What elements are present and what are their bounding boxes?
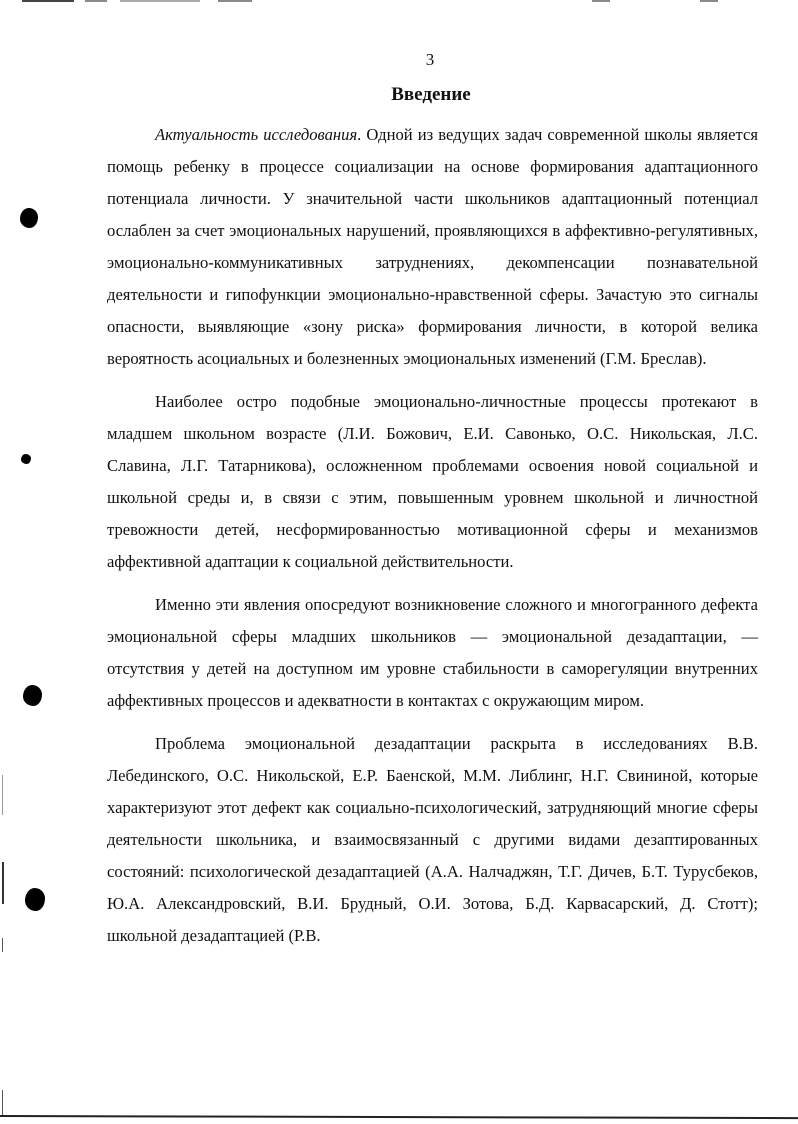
punch-hole-mark [25, 888, 45, 911]
scan-artifact-bottom-line [0, 1115, 798, 1119]
paragraph-lead-italic: Актуальность исследования [155, 125, 358, 144]
paragraph: Именно эти явления опосредуют возникновение сложного и многогранного дефекта эмоциональной сферы младших школьников — эмоциональной дезадаптации, — отсутствия у детей на доступном им уровне стабильности в саморегуляции внутренних аффективных процессов и адекватности в контактах с окружающим миром. [107, 595, 758, 710]
section-heading: Введение [391, 84, 471, 105]
body-text [107, 119, 758, 952]
scan-artifact-top-line [85, 0, 107, 2]
scan-artifact-left-edge [2, 862, 4, 904]
paragraph-relevance [107, 119, 758, 375]
punch-hole-mark [20, 208, 38, 228]
scan-artifact-left-edge [2, 938, 3, 952]
paragraph-text: . Одной из ведущих задач современной школы является помощь ребенку в процессе социализации на основе формирования адаптационного потенциала личности. У значительной части школьников адаптационный потенциал ослаблен за счет эмоциональных нарушений, проявляющихся в аффективно-регулятивных, эмоционально-коммуникативных затруднениях, декомпенсации познавательной деятельности и гипофункции эмоционально-нравственной сферы. Зачастую это сигналы опасности, выявляющие «зону риска» формирования личности, в которой велика вероятность асоциальных и болезненных эмоциональных изменений (Г.М. Бреслав). [107, 125, 758, 368]
paragraph: Наиболее остро подобные эмоционально-личностные процессы протекают в младшем школьном возрасте (Л.И. Божович, Е.И. Савонько, О.С. Никольская, Л.С. Славина, Л.Г. Татарникова), осложненном проблемами освоения новой социальной и школьной среды и, в связи с этим, повышенным уровнем школьной и личностной тревожности детей, несформированностью мотивационной сферы и механизмов аффективной адаптации к социальной действительности. [107, 392, 758, 571]
scan-artifact-left-edge [2, 775, 3, 815]
page-number: 3 [425, 50, 435, 69]
scan-artifact-top-line [120, 0, 200, 2]
scan-artifact-top-line [22, 0, 74, 2]
scan-artifact-left-edge [2, 1090, 3, 1116]
punch-hole-mark [21, 454, 31, 464]
scan-artifact-top-line [700, 0, 718, 2]
scan-artifact-top-line [592, 0, 610, 2]
punch-hole-mark [23, 685, 42, 706]
paragraph: Проблема эмоциональной дезадаптации раскрыта в исследованиях В.В. Лебединского, О.С. Никольской, Е.Р. Баенской, М.М. Либлинг, Н.Г. Свининой, которые характеризуют этот дефект как социально-психологический, затрудняющий многие сферы деятельности школьника, и взаимосвязанный с другими видами дезаптированных состояний: психологической дезадаптацией (А.А. Налчаджян, Т.Г. Дичев, Б.Т. Турусбеков, Ю.А. Александровский, В.И. Брудный, О.И. Зотова, Б.Д. Карвасарский, Д. Стотт); школьной дезадаптацией (Р.В. [107, 734, 758, 945]
scan-artifact-top-line [218, 0, 252, 2]
